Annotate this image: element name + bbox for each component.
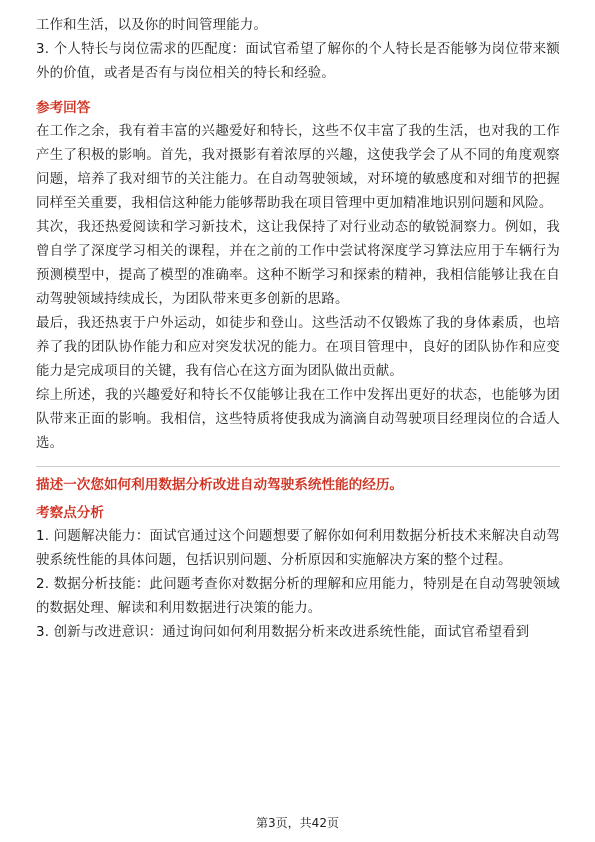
interview-question: 描述一次您如何利用数据分析改进自动驾驶系统性能的经历。	[36, 477, 404, 493]
answer-paragraph: 最后，我还热衷于户外运动，如徒步和登山。这些活动不仅锻炼了我的身体素质，也培养了我的团队协作能力和应对突发状况的能力。在项目管理中，良好的团队协作和应变能力是完成项目的关键，我有信心在这方面为团队做出贡献。	[36, 316, 560, 379]
answer-paragraph: 综上所述，我的兴趣爱好和特长不仅能够让我在工作中发挥出更好的状态，也能够为团队带来正面的影响。我相信，这些特质将使我成为滴滴自动驾驶项目经理岗位的合适人选。	[36, 388, 560, 451]
section-divider	[36, 466, 560, 467]
analysis-paragraph: 3. 创新与改进意识：通过询问如何利用数据分析来改进系统性能，面试官希望看到	[36, 625, 530, 640]
body-paragraph: 工作和生活，以及你的时间管理能力。	[36, 18, 268, 33]
answer-paragraph: 其次，我还热爱阅读和学习新技术，这让我保持了对行业动态的敏锐洞察力。例如，我曾自学了深度学习相关的课程，并在之前的工作中尝试将深度学习算法应用于车辆行为预测模型中，提高了模型的准确率。这种不断学习和探索的精神，我相信能够让我在自动驾驶领域持续成长，为团队带来更多创新的思路。	[36, 220, 560, 307]
analysis-heading: 考察点分析	[36, 505, 104, 521]
answer-paragraph: 在工作之余，我有着丰富的兴趣爱好和特长，这些不仅丰富了我的生活，也对我的工作产生了积极的影响。首先，我对摄影有着浓厚的兴趣，这使我学会了从不同的角度观察问题，培养了我对细节的关注能力。在自动驾驶领域，对环境的敏感度和对细节的把握同样至关重要，我相信这种能力能够帮助我在项目管理中更加精准地识别问题和风险。	[36, 124, 560, 211]
page-number: 第3页，共42页	[256, 816, 339, 830]
document-page	[36, 14, 560, 645]
reference-answer-heading: 参考回答	[36, 100, 91, 116]
analysis-paragraph: 2. 数据分析技能：此问题考查你对数据分析的理解和应用能力，特别是在自动驾驶领域的数据处理、解读和利用数据进行决策的能力。	[36, 577, 560, 616]
body-paragraph: 3. 个人特长与岗位需求的匹配度：面试官希望了解你的个人特长是否能够为岗位带来额外的价值，或者是否有与岗位相关的特长和经验。	[36, 42, 560, 81]
analysis-paragraph: 1. 问题解决能力：面试官通过这个问题想要了解你如何利用数据分析技术来解决自动驾驶系统性能的具体问题，包括识别问题、分析原因和实施解决方案的整个过程。	[36, 529, 560, 568]
